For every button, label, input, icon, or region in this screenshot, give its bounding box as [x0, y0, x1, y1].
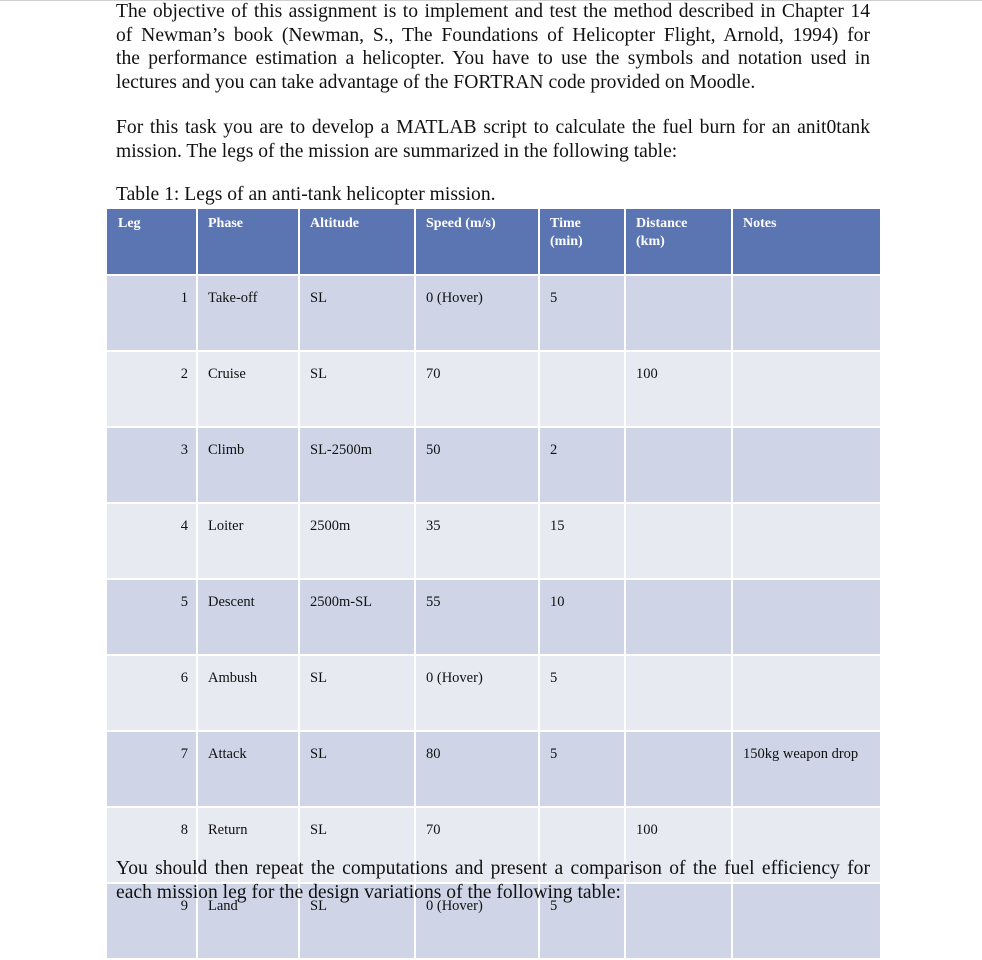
cell-altitude: SL: [299, 883, 415, 959]
header-phase: Phase: [197, 208, 299, 275]
header-time: [539, 208, 625, 275]
cell-speed: 0 (Hover): [415, 275, 539, 351]
cell-time: 2: [539, 427, 625, 503]
cell-leg: 4: [106, 503, 197, 579]
header-distance: [625, 208, 732, 275]
intro-line: of Newman’s book (Newman, S., The Foundations of Helicopter Flight, Arnold, 1994) for: [116, 24, 870, 46]
cell-altitude: SL: [299, 275, 415, 351]
header-time-label: Time: [550, 216, 581, 231]
table-row: [106, 275, 881, 351]
intro-line: the performance estimation a helicopter. You have to use the symbols and notation used in: [116, 48, 870, 70]
cell-distance: [625, 655, 732, 731]
cell-speed: 0 (Hover): [415, 883, 539, 959]
cell-altitude: SL: [299, 351, 415, 427]
cell-distance: [625, 579, 732, 655]
followup-paragraph: [116, 857, 870, 904]
table-caption: Table 1: Legs of an anti-tank helicopter mission.: [116, 184, 496, 205]
cell-leg: 9: [106, 883, 197, 959]
cell-distance: 100: [625, 351, 732, 427]
cell-notes: [732, 579, 881, 655]
cell-speed: 70: [415, 807, 539, 883]
cell-notes: [732, 427, 881, 503]
table-header-row: [106, 208, 881, 275]
cell-speed: 55: [415, 579, 539, 655]
cell-phase: Descent: [197, 579, 299, 655]
cell-leg: 8: [106, 807, 197, 883]
header-distance-unit: (km): [636, 234, 665, 249]
cell-phase: Cruise: [197, 351, 299, 427]
cell-leg: 3: [106, 427, 197, 503]
cell-leg: 1: [106, 275, 197, 351]
cell-phase: Ambush: [197, 655, 299, 731]
cell-phase: Climb: [197, 427, 299, 503]
cell-notes: [732, 351, 881, 427]
cell-time: 5: [539, 731, 625, 807]
cell-notes: [732, 275, 881, 351]
cell-distance: [625, 731, 732, 807]
table-row: [106, 351, 881, 427]
table-row: [106, 579, 881, 655]
cell-altitude: SL: [299, 655, 415, 731]
cell-time: 10: [539, 579, 625, 655]
cell-phase: Return: [197, 807, 299, 883]
cell-time: 15: [539, 503, 625, 579]
cell-speed: 70: [415, 351, 539, 427]
cell-time: 5: [539, 655, 625, 731]
intro-line: The objective of this assignment is to implement and test the method described in Chapter 14: [116, 1, 870, 22]
cell-speed: 50: [415, 427, 539, 503]
cell-leg: 2: [106, 351, 197, 427]
header-altitude: Altitude: [299, 208, 415, 275]
cell-altitude: 2500m-SL: [299, 579, 415, 655]
cell-altitude: SL-2500m: [299, 427, 415, 503]
cell-phase: Take-off: [197, 275, 299, 351]
cell-altitude: 2500m: [299, 503, 415, 579]
cell-phase: Loiter: [197, 503, 299, 579]
cell-notes: [732, 503, 881, 579]
header-speed: Speed (m/s): [415, 208, 539, 275]
cell-phase: Land: [197, 883, 299, 959]
cell-altitude: SL: [299, 731, 415, 807]
followup-line: each mission leg for the design variations of the following table:: [116, 881, 621, 903]
cell-distance: 100: [625, 807, 732, 883]
cell-time: [539, 351, 625, 427]
table-row: [106, 731, 881, 807]
cell-time: 5: [539, 883, 625, 959]
table-row: [106, 655, 881, 731]
cell-speed: 35: [415, 503, 539, 579]
cell-distance: [625, 503, 732, 579]
task-line: mission. The legs of the mission are summarized in the following table:: [116, 140, 678, 162]
header-leg: Leg: [106, 208, 197, 275]
header-distance-label: Distance: [636, 216, 688, 231]
cell-notes: [732, 655, 881, 731]
cell-speed: 80: [415, 731, 539, 807]
cell-time: 5: [539, 275, 625, 351]
cell-leg: 5: [106, 579, 197, 655]
cell-leg: 7: [106, 731, 197, 807]
mission-legs-table: [105, 207, 882, 960]
cell-distance: [625, 275, 732, 351]
cell-speed: 0 (Hover): [415, 655, 539, 731]
intro-paragraph: [116, 0, 870, 94]
cell-phase: Attack: [197, 731, 299, 807]
table-row: [106, 427, 881, 503]
task-line: For this task you are to develop a MATLAB script to calculate the fuel burn for an anit0tank: [116, 117, 870, 138]
intro-line: lectures and you can take advantage of the FORTRAN code provided on Moodle.: [116, 71, 756, 93]
cell-leg: 6: [106, 655, 197, 731]
followup-line: You should then repeat the computations and present a comparison of the fuel efficiency for: [116, 858, 870, 879]
cell-notes: 150kg weapon drop: [732, 731, 881, 807]
cell-distance: [625, 427, 732, 503]
header-notes: Notes: [732, 208, 881, 275]
header-time-unit: (min): [550, 234, 583, 249]
table-row: [106, 503, 881, 579]
task-paragraph: [116, 116, 870, 163]
cell-altitude: SL: [299, 807, 415, 883]
